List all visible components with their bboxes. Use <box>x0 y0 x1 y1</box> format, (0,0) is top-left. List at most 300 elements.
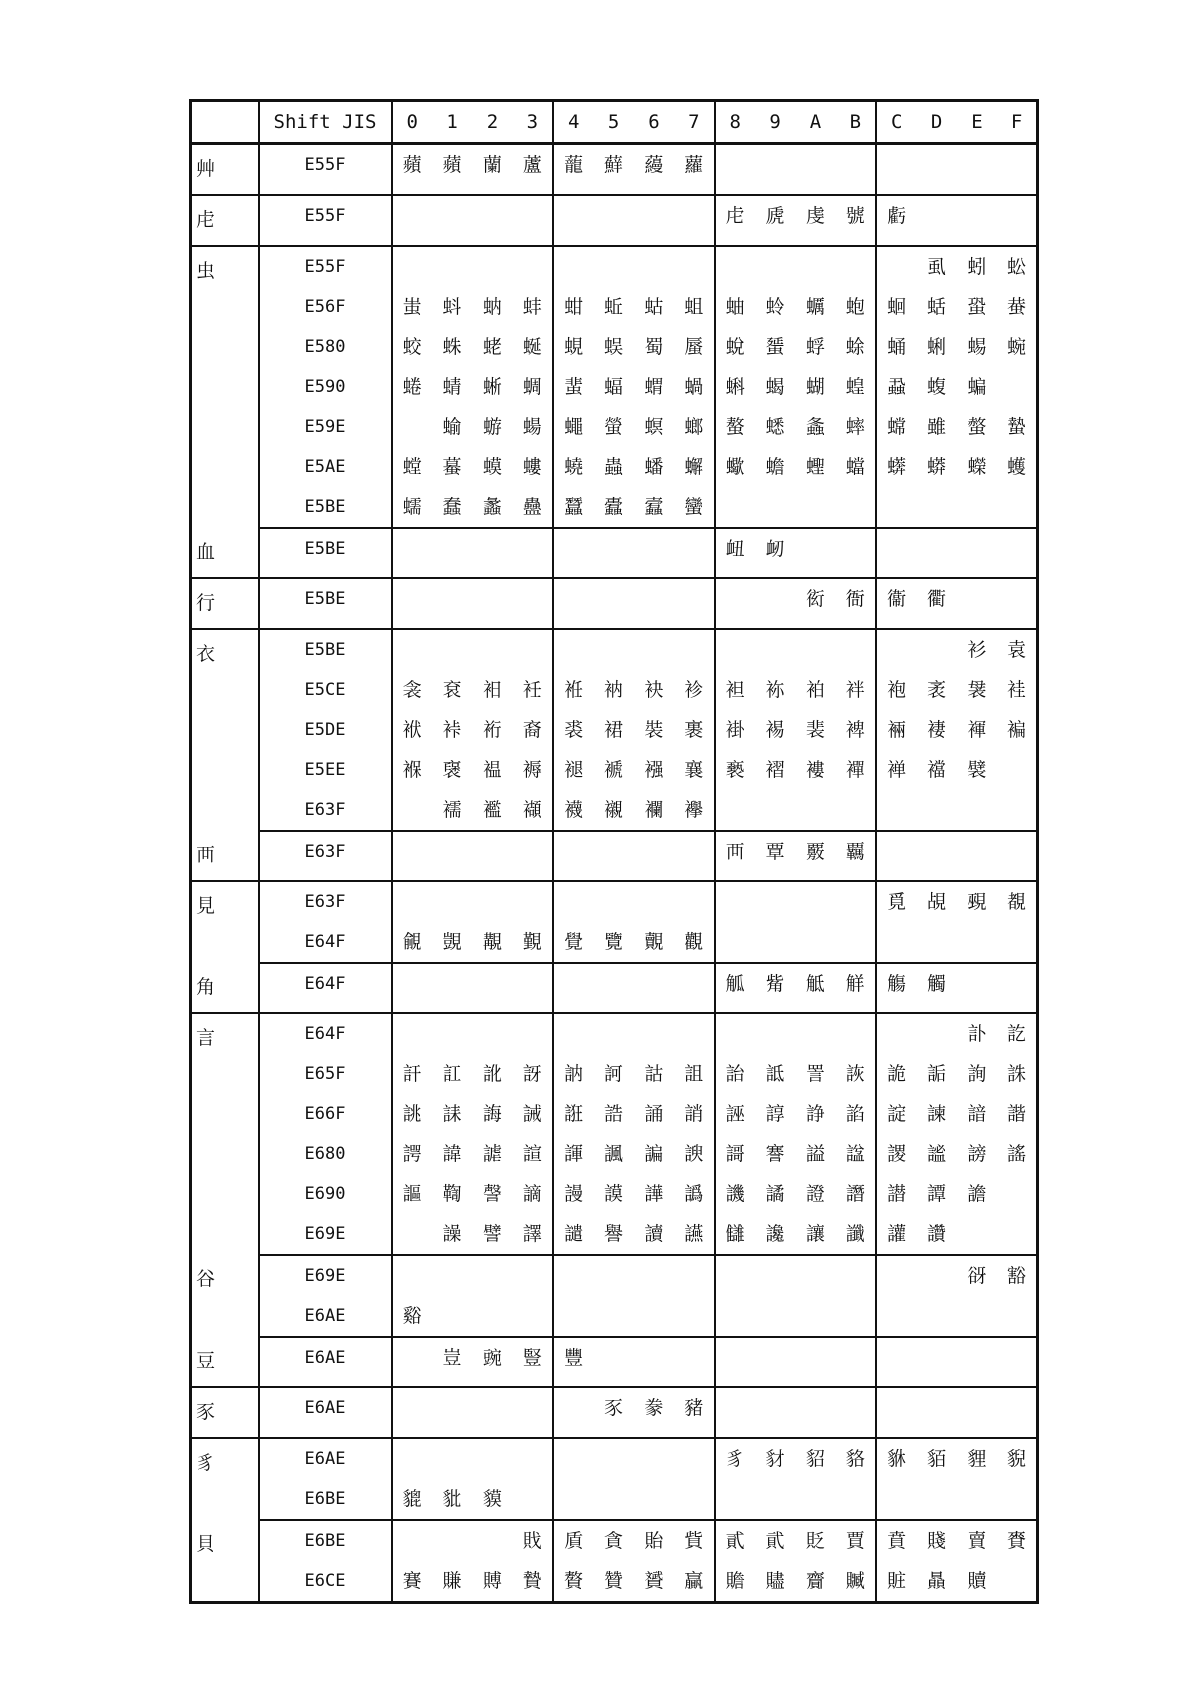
char-cell <box>997 367 1037 407</box>
char-cell <box>795 629 835 670</box>
char-cell <box>392 963 432 1013</box>
shift-jis-code: E5AE <box>259 447 392 487</box>
kanji-glyph: 誥 <box>604 1103 624 1125</box>
kanji-glyph: 貳 <box>725 1530 745 1552</box>
char-cell <box>957 144 997 196</box>
char-cell <box>593 447 633 487</box>
kanji-glyph: 覓 <box>887 891 907 913</box>
char-cell <box>836 287 876 327</box>
kanji-glyph: 諢 <box>564 1143 584 1165</box>
char-cell <box>432 922 472 963</box>
shift-jis-code: E55F <box>259 246 392 287</box>
kanji-glyph: 褶 <box>765 759 785 781</box>
kanji-glyph: 螽 <box>805 416 825 438</box>
char-cell <box>674 1013 714 1054</box>
char-cell <box>876 407 916 447</box>
char-cell <box>795 195 835 246</box>
char-cell <box>755 327 795 367</box>
char-cell <box>916 1337 956 1387</box>
char-cell <box>513 447 553 487</box>
char-cell <box>472 447 512 487</box>
shift-jis-code: E69E <box>259 1255 392 1296</box>
char-cell <box>715 1337 755 1387</box>
table-row <box>191 831 1038 881</box>
kanji-glyph: 蝟 <box>644 376 664 398</box>
char-cell <box>593 1520 633 1561</box>
char-cell <box>553 1561 593 1603</box>
kanji-glyph: 謗 <box>967 1143 987 1165</box>
char-cell <box>432 327 472 367</box>
kanji-glyph: 諛 <box>684 1143 704 1165</box>
char-cell <box>513 1337 553 1387</box>
char-cell <box>593 629 633 670</box>
table-header <box>191 101 1038 144</box>
shift-jis-code: E66F <box>259 1094 392 1134</box>
char-cell <box>957 246 997 287</box>
kanji-glyph: 詭 <box>887 1063 907 1085</box>
kanji-glyph: 蝙 <box>967 376 987 398</box>
kanji-glyph: 贐 <box>765 1570 785 1592</box>
kanji-glyph: 謇 <box>765 1143 785 1165</box>
char-cell <box>795 1387 835 1438</box>
kanji-glyph: 蟒 <box>927 456 947 478</box>
char-cell <box>513 528 553 578</box>
char-cell <box>472 881 512 922</box>
char-cell <box>392 1479 432 1520</box>
kanji-glyph: 蜈 <box>604 336 624 358</box>
kanji-glyph: 襁 <box>644 759 664 781</box>
char-cell <box>836 1296 876 1337</box>
kanji-glyph: 衾 <box>402 679 422 701</box>
char-cell <box>674 578 714 629</box>
char-cell <box>674 1438 714 1479</box>
char-cell <box>916 1094 956 1134</box>
kanji-glyph: 蜥 <box>482 376 502 398</box>
char-cell <box>957 327 997 367</box>
char-cell <box>392 881 432 922</box>
char-cell <box>957 407 997 447</box>
table-row <box>191 963 1038 1013</box>
kanji-glyph: 覈 <box>805 841 825 863</box>
column-header-2: 2 <box>472 101 512 144</box>
char-cell <box>876 1054 916 1094</box>
char-cell <box>876 578 916 629</box>
char-cell <box>916 1520 956 1561</box>
kanji-glyph: 袒 <box>725 679 745 701</box>
char-cell <box>916 287 956 327</box>
char-cell <box>997 447 1037 487</box>
char-cell <box>432 963 472 1013</box>
kanji-glyph: 衵 <box>482 679 502 701</box>
char-cell <box>957 487 997 528</box>
char-cell <box>836 144 876 196</box>
char-cell <box>997 922 1037 963</box>
char-cell <box>755 144 795 196</box>
kanji-glyph: 詆 <box>765 1063 785 1085</box>
char-cell <box>674 1337 714 1387</box>
char-cell <box>715 487 755 528</box>
char-cell <box>553 246 593 287</box>
char-cell <box>715 287 755 327</box>
char-cell <box>876 1174 916 1214</box>
kanji-glyph: 谿 <box>402 1305 422 1327</box>
char-cell <box>755 367 795 407</box>
char-cell <box>513 1214 553 1255</box>
table-row <box>191 1479 1038 1520</box>
kanji-glyph: 蘢 <box>564 154 584 176</box>
kanji-glyph: 諞 <box>644 1143 664 1165</box>
char-cell <box>957 578 997 629</box>
kanji-glyph: 褪 <box>564 759 584 781</box>
char-cell <box>795 287 835 327</box>
char-cell <box>634 1520 674 1561</box>
kanji-glyph: 襦 <box>442 799 462 821</box>
char-cell <box>513 407 553 447</box>
kanji-glyph: 豎 <box>522 1347 542 1369</box>
table-row <box>191 1013 1038 1054</box>
kanji-glyph: 蛻 <box>725 336 745 358</box>
char-cell <box>957 367 997 407</box>
char-cell <box>755 528 795 578</box>
char-cell <box>432 1479 472 1520</box>
char-cell <box>674 1214 714 1255</box>
kanji-glyph: 蟲 <box>604 456 624 478</box>
char-cell <box>997 1337 1037 1387</box>
char-cell <box>634 922 674 963</box>
char-cell <box>634 1387 674 1438</box>
kanji-glyph: 觜 <box>765 973 785 995</box>
radical-label: 虫 <box>191 246 259 528</box>
char-cell <box>916 1479 956 1520</box>
kanji-glyph: 蜑 <box>765 336 785 358</box>
char-cell <box>513 790 553 831</box>
kanji-glyph: 證 <box>805 1183 825 1205</box>
char-cell <box>472 1561 512 1603</box>
char-cell <box>634 963 674 1013</box>
char-cell <box>997 1174 1037 1214</box>
char-cell <box>916 367 956 407</box>
kanji-glyph: 讎 <box>725 1223 745 1245</box>
char-cell <box>795 1174 835 1214</box>
char-cell <box>674 144 714 196</box>
kanji-glyph: 貔 <box>402 1488 422 1510</box>
kanji-glyph: 賍 <box>887 1570 907 1592</box>
kanji-glyph: 詁 <box>644 1063 664 1085</box>
char-cell <box>593 1134 633 1174</box>
char-cell <box>876 831 916 881</box>
column-header-e: E <box>957 101 997 144</box>
kanji-glyph: 蠱 <box>522 496 542 518</box>
kanji-glyph: 蟯 <box>564 456 584 478</box>
kanji-glyph: 諡 <box>845 1143 865 1165</box>
char-cell <box>876 670 916 710</box>
char-cell <box>674 327 714 367</box>
char-cell <box>634 1134 674 1174</box>
char-cell <box>392 528 432 578</box>
char-cell <box>997 327 1037 367</box>
kanji-glyph: 褸 <box>805 759 825 781</box>
kanji-glyph: 賈 <box>845 1530 865 1552</box>
char-cell <box>876 1214 916 1255</box>
char-cell <box>472 1054 512 1094</box>
char-cell <box>795 1013 835 1054</box>
char-cell <box>836 1174 876 1214</box>
kanji-glyph: 衄 <box>725 538 745 560</box>
char-cell <box>553 1438 593 1479</box>
char-cell <box>795 1561 835 1603</box>
char-cell <box>876 447 916 487</box>
kanji-glyph: 襷 <box>684 799 704 821</box>
kanji-glyph: 貪 <box>604 1530 624 1552</box>
column-header-0: 0 <box>392 101 432 144</box>
char-cell <box>472 831 512 881</box>
char-cell <box>513 881 553 922</box>
char-cell <box>997 1561 1037 1603</box>
char-cell <box>957 1561 997 1603</box>
char-cell <box>432 1561 472 1603</box>
kanji-glyph: 螯 <box>725 416 745 438</box>
char-cell <box>674 670 714 710</box>
kanji-glyph: 襾 <box>725 841 745 863</box>
char-cell <box>957 1214 997 1255</box>
kanji-glyph: 蜊 <box>927 336 947 358</box>
char-cell <box>795 1255 835 1296</box>
kanji-code-table <box>189 99 1039 1604</box>
kanji-glyph: 讙 <box>887 1223 907 1245</box>
char-cell <box>674 487 714 528</box>
kanji-glyph: 蠏 <box>684 456 704 478</box>
char-cell <box>472 963 512 1013</box>
kanji-glyph: 詢 <box>967 1063 987 1085</box>
kanji-glyph: 蜷 <box>402 376 422 398</box>
char-cell <box>957 1520 997 1561</box>
char-cell <box>755 195 795 246</box>
kanji-glyph: 覺 <box>564 931 584 953</box>
char-cell <box>715 1134 755 1174</box>
kanji-glyph: 觴 <box>887 973 907 995</box>
char-cell <box>836 831 876 881</box>
char-cell <box>513 1438 553 1479</box>
char-cell <box>553 487 593 528</box>
char-cell <box>392 1387 432 1438</box>
char-cell <box>432 1520 472 1561</box>
kanji-glyph: 蜆 <box>564 336 584 358</box>
char-cell <box>997 963 1037 1013</box>
char-cell <box>553 710 593 750</box>
char-cell <box>876 1337 916 1387</box>
char-cell <box>513 246 553 287</box>
kanji-glyph: 貮 <box>765 1530 785 1552</box>
kanji-glyph: 虱 <box>927 256 947 278</box>
kanji-glyph: 貎 <box>1007 1448 1027 1470</box>
char-cell <box>957 629 997 670</box>
kanji-glyph: 蜻 <box>442 376 462 398</box>
char-cell <box>392 670 432 710</box>
char-cell <box>715 1438 755 1479</box>
kanji-glyph: 譎 <box>765 1183 785 1205</box>
char-cell <box>432 528 472 578</box>
char-cell <box>432 1296 472 1337</box>
char-cell <box>513 1174 553 1214</box>
char-cell <box>795 831 835 881</box>
kanji-glyph: 讖 <box>845 1223 865 1245</box>
shift-jis-code: E6AE <box>259 1337 392 1387</box>
kanji-glyph: 詛 <box>684 1063 704 1085</box>
char-cell <box>674 922 714 963</box>
kanji-glyph: 鞫 <box>442 1183 462 1205</box>
kanji-glyph: 豈 <box>442 1347 462 1369</box>
char-cell <box>392 1174 432 1214</box>
char-cell <box>795 1094 835 1134</box>
char-cell <box>432 195 472 246</box>
char-cell <box>715 1214 755 1255</box>
kanji-glyph: 蝌 <box>725 376 745 398</box>
kanji-glyph: 襃 <box>442 759 462 781</box>
char-cell <box>836 195 876 246</box>
kanji-glyph: 虔 <box>805 205 825 227</box>
table-row <box>191 1387 1038 1438</box>
char-cell <box>876 1561 916 1603</box>
char-cell <box>715 1520 755 1561</box>
char-cell <box>715 195 755 246</box>
kanji-glyph: 裄 <box>482 719 502 741</box>
shift-jis-code: E5BE <box>259 487 392 528</box>
kanji-glyph: 讓 <box>805 1223 825 1245</box>
char-cell <box>876 710 916 750</box>
kanji-glyph: 賻 <box>482 1570 502 1592</box>
char-cell <box>997 710 1037 750</box>
char-cell <box>755 1174 795 1214</box>
char-cell <box>553 922 593 963</box>
char-cell <box>715 1013 755 1054</box>
char-cell <box>916 528 956 578</box>
char-cell <box>634 195 674 246</box>
char-cell <box>513 1094 553 1134</box>
kanji-glyph: 賣 <box>967 1530 987 1552</box>
char-cell <box>997 487 1037 528</box>
kanji-glyph: 蟠 <box>644 456 664 478</box>
char-cell <box>392 327 432 367</box>
char-cell <box>916 246 956 287</box>
kanji-glyph: 誅 <box>1007 1063 1027 1085</box>
column-header-c: C <box>876 101 916 144</box>
kanji-glyph: 貶 <box>805 1530 825 1552</box>
char-cell <box>513 831 553 881</box>
kanji-glyph: 蚶 <box>564 296 584 318</box>
char-cell <box>392 287 432 327</box>
char-cell <box>876 922 916 963</box>
kanji-glyph: 覘 <box>927 891 947 913</box>
char-cell <box>715 1479 755 1520</box>
char-cell <box>432 710 472 750</box>
char-cell <box>876 790 916 831</box>
radical-label: 言 <box>191 1013 259 1255</box>
kanji-glyph: 螂 <box>684 416 704 438</box>
kanji-glyph: 蠢 <box>442 496 462 518</box>
char-cell <box>513 144 553 196</box>
char-cell <box>715 144 755 196</box>
char-cell <box>795 922 835 963</box>
char-cell <box>593 1479 633 1520</box>
char-cell <box>392 246 432 287</box>
char-cell <box>513 710 553 750</box>
kanji-glyph: 蟶 <box>805 456 825 478</box>
kanji-glyph: 諷 <box>604 1143 624 1165</box>
char-cell <box>593 831 633 881</box>
kanji-glyph: 蠎 <box>887 456 907 478</box>
radical-label: 見 <box>191 881 259 963</box>
kanji-glyph: 虧 <box>887 205 907 227</box>
kanji-glyph: 豌 <box>482 1347 502 1369</box>
char-cell <box>795 1479 835 1520</box>
kanji-glyph: 貅 <box>887 1448 907 1470</box>
char-cell <box>957 287 997 327</box>
kanji-glyph: 譏 <box>725 1183 745 1205</box>
char-cell <box>715 1174 755 1214</box>
char-cell <box>432 790 472 831</box>
shift-jis-code: E5BE <box>259 578 392 629</box>
char-cell <box>513 1054 553 1094</box>
char-cell <box>634 1438 674 1479</box>
char-cell <box>916 407 956 447</box>
char-cell <box>957 195 997 246</box>
char-cell <box>795 528 835 578</box>
char-cell <box>553 670 593 710</box>
char-cell <box>634 528 674 578</box>
char-cell <box>795 750 835 790</box>
kanji-glyph: 袿 <box>1007 679 1027 701</box>
char-cell <box>472 246 512 287</box>
char-cell <box>836 1255 876 1296</box>
char-cell <box>513 963 553 1013</box>
char-cell <box>432 1134 472 1174</box>
char-cell <box>957 1094 997 1134</box>
char-cell <box>836 1094 876 1134</box>
char-cell <box>593 287 633 327</box>
kanji-glyph: 訛 <box>482 1063 502 1085</box>
kanji-glyph: 褞 <box>482 759 502 781</box>
char-cell <box>513 1255 553 1296</box>
radical-label: 血 <box>191 528 259 578</box>
kanji-glyph: 裝 <box>644 719 664 741</box>
char-cell <box>634 327 674 367</box>
char-cell <box>674 1054 714 1094</box>
char-cell <box>392 1094 432 1134</box>
char-cell <box>997 750 1037 790</box>
char-cell <box>957 1479 997 1520</box>
char-cell <box>593 327 633 367</box>
char-cell <box>472 327 512 367</box>
shift-jis-code: E590 <box>259 367 392 407</box>
char-cell <box>634 1094 674 1134</box>
char-cell <box>553 1387 593 1438</box>
kanji-glyph: 蟷 <box>845 456 865 478</box>
kanji-glyph: 贊 <box>604 1570 624 1592</box>
char-cell <box>916 881 956 922</box>
char-cell <box>836 246 876 287</box>
char-cell <box>795 1214 835 1255</box>
radical-label: 襾 <box>191 831 259 881</box>
kanji-glyph: 褥 <box>522 759 542 781</box>
kanji-glyph: 覃 <box>765 841 785 863</box>
kanji-glyph: 蝠 <box>604 376 624 398</box>
char-cell <box>957 1438 997 1479</box>
table-row <box>191 487 1038 528</box>
table-row <box>191 327 1038 367</box>
shift-jis-code: E64F <box>259 963 392 1013</box>
kanji-glyph: 襞 <box>967 759 987 781</box>
char-cell <box>916 1174 956 1214</box>
